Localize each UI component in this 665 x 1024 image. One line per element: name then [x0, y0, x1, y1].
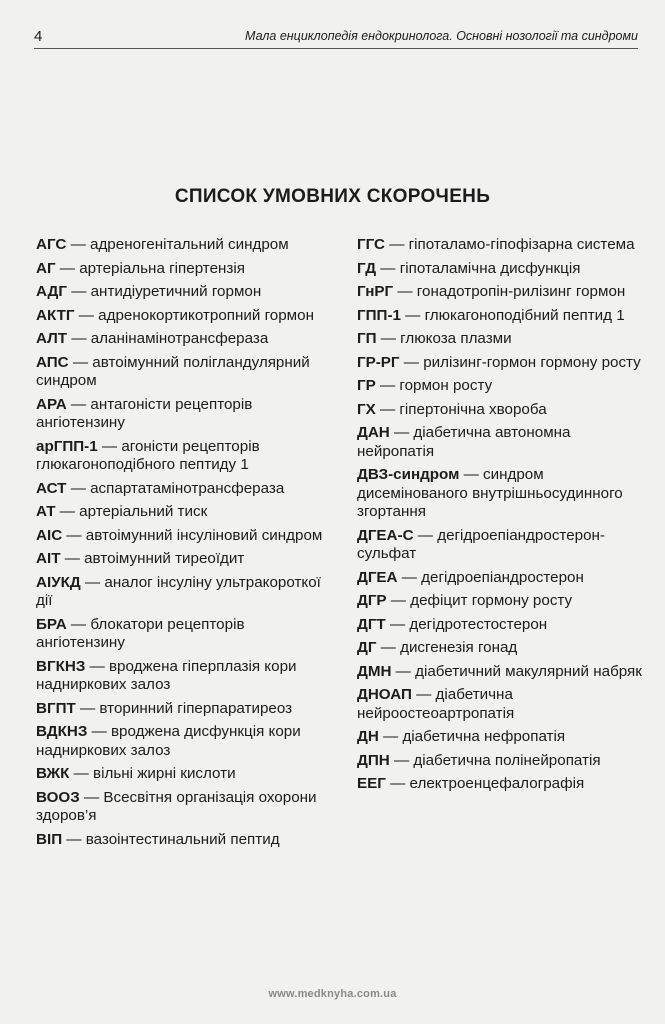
abbreviation-definition: дегідроепіандростерон	[421, 568, 584, 586]
abbreviation-term: ДГ	[357, 639, 377, 656]
abbreviation-definition: аспартатамінотрансфераза	[90, 479, 285, 497]
abbreviation-definition: електроенцефалографія	[409, 775, 585, 792]
abbreviation-dash: —	[400, 306, 425, 324]
abbreviation-entry	[36, 283, 336, 302]
abbreviation-definition: діабетична полінейропатія	[413, 751, 601, 769]
abbreviation-definition: діабетичний макулярний набряк	[415, 662, 642, 680]
abbreviation-entry	[36, 330, 336, 349]
abbreviation-dash: —	[376, 259, 400, 277]
abbreviation-dash: —	[397, 568, 422, 586]
abbreviation-term: ЕЕГ	[357, 775, 386, 792]
abbreviation-dash: —	[385, 615, 410, 633]
abbreviation-dash: —	[55, 503, 80, 520]
abbreviation-dash: —	[85, 657, 109, 675]
abbreviation-dash: —	[66, 479, 91, 497]
abbreviation-term: ДГЕА-С	[357, 526, 414, 544]
abbreviation-dash: —	[391, 662, 416, 680]
abbreviation-entry	[357, 377, 642, 396]
abbreviation-definition: антагоністи рецепторів ангіотензину	[36, 395, 253, 431]
abbreviation-term: АІС	[36, 526, 63, 544]
abbreviation-entry	[357, 728, 642, 747]
abbreviation-entry	[357, 663, 642, 682]
abbreviation-definition: вроджена гіперплазія кори надниркових залоз	[36, 657, 297, 693]
abbreviation-dash: —	[389, 424, 414, 441]
abbreviation-term: ГП	[357, 330, 377, 347]
abbreviation-dash: —	[62, 830, 86, 848]
abbreviation-term: ВООЗ	[36, 788, 80, 806]
abbreviation-definition: гіпертонічна хвороба	[399, 400, 547, 418]
abbreviation-entry	[357, 569, 642, 588]
abbreviation-entry	[36, 236, 336, 255]
abbreviation-definition: діабетична нейроостеоартропатія	[357, 686, 515, 722]
abbreviation-term: ДН	[357, 728, 379, 745]
abbreviation-dash: —	[376, 639, 401, 656]
abbreviation-entry	[36, 765, 336, 784]
abbreviation-definition: діабетична нефропатія	[402, 728, 566, 745]
abbreviation-dash: —	[66, 395, 91, 413]
abbreviation-dash: —	[67, 330, 91, 347]
abbreviation-dash: —	[389, 751, 414, 769]
abbreviation-entry	[36, 260, 336, 279]
abbreviation-term: ДВЗ-синдром	[357, 466, 460, 483]
abbreviation-term: АГС	[36, 236, 67, 253]
abbreviation-entry	[36, 480, 336, 499]
abbreviation-definition: гонадотропін-рилізинг гормон	[416, 283, 626, 300]
footer-url: www.medknyha.com.ua	[268, 988, 397, 1000]
abbreviation-entry	[36, 616, 336, 653]
abbreviation-entry	[36, 503, 336, 522]
abbreviation-definition: дефіцит гормону росту	[410, 592, 573, 609]
abbreviation-entry	[357, 283, 642, 302]
abbreviation-entry	[357, 307, 642, 326]
abbreviation-definition: дисгенезія гонад	[400, 639, 518, 656]
page-header	[34, 28, 638, 49]
abbreviation-definition: Всесвітня організація охорони здоров’я	[36, 788, 317, 824]
abbreviation-dash: —	[399, 353, 424, 371]
abbreviation-entry	[357, 752, 642, 771]
abbreviation-term: ДПН	[357, 751, 390, 769]
abbreviation-term: ГР-РГ	[357, 353, 400, 371]
abbreviation-term: ВІП	[36, 830, 63, 848]
abbreviation-definition: дегідроепіандростерон-сульфат	[357, 526, 605, 562]
abbreviation-list-right	[357, 236, 642, 799]
abbreviation-definition: синдром дисемінованого внутрішньосудинного згортання	[357, 466, 623, 520]
abbreviation-definition: аланінамінотрансфераза	[90, 330, 269, 347]
abbreviation-definition: вроджена дисфункція кори надниркових залоз	[36, 723, 301, 759]
abbreviation-entry	[36, 723, 336, 760]
abbreviation-definition: вільні жирні кислоти	[93, 765, 236, 782]
abbreviation-definition: автоімунний тиреоїдит	[84, 550, 245, 567]
abbreviation-definition: діабетична автономна нейропатія	[357, 424, 571, 460]
abbreviation-dash: —	[385, 775, 410, 792]
abbreviation-term: ДАН	[357, 424, 390, 441]
abbreviation-definition: рилізинг-гормон гормону росту	[423, 353, 641, 371]
abbreviation-definition: адреногенітальний синдром	[90, 236, 289, 253]
abbreviation-dash: —	[459, 466, 483, 483]
abbreviation-entry	[357, 592, 642, 611]
abbreviation-term: ГД	[357, 259, 377, 277]
abbreviation-term: ГПП-1	[357, 306, 401, 324]
abbreviation-dash: —	[75, 699, 100, 717]
abbreviation-definition: аналог інсуліну ультракороткої дії	[36, 573, 321, 609]
abbreviation-definition: глюкоза плазми	[400, 330, 512, 347]
abbreviation-dash: —	[79, 788, 104, 806]
abbreviation-entry	[36, 700, 336, 719]
abbreviation-dash: —	[385, 236, 409, 253]
abbreviation-term: ВГПТ	[36, 699, 76, 717]
abbreviation-term: ВГКНЗ	[36, 657, 86, 675]
abbreviation-dash: —	[393, 283, 417, 300]
abbreviation-term: АІТ	[36, 550, 61, 567]
abbreviation-list-left	[36, 236, 336, 854]
abbreviation-term: ДГЕА	[357, 568, 398, 586]
abbreviation-definition: вторинний гіперпаратиреоз	[99, 699, 293, 717]
abbreviation-entry	[357, 330, 642, 349]
abbreviation-entry	[357, 616, 642, 635]
abbreviation-dash: —	[411, 686, 436, 703]
abbreviation-entry	[36, 527, 336, 546]
abbreviation-definition: адренокортикотропний гормон	[98, 306, 314, 324]
abbreviation-term: ВДКНЗ	[36, 723, 88, 740]
abbreviation-entry	[357, 639, 642, 658]
abbreviation-dash: —	[66, 615, 91, 633]
abbreviation-definition: агоністи рецепторів глюкагоноподібного пептиду 1	[36, 437, 260, 473]
abbreviation-entry	[357, 260, 642, 279]
abbreviation-dash: —	[375, 400, 400, 418]
abbreviation-entry	[357, 775, 642, 794]
abbreviation-definition: гіпоталамо-гіпофізарна система	[408, 236, 635, 253]
abbreviation-term: арГПП-1	[36, 437, 98, 455]
abbreviation-dash: —	[69, 765, 94, 782]
abbreviation-dash: —	[55, 259, 80, 277]
abbreviation-entry	[36, 658, 336, 695]
abbreviation-term: ДНОАП	[357, 686, 412, 703]
abbreviation-term: БРА	[36, 615, 67, 633]
abbreviation-term: ДГР	[357, 592, 387, 609]
abbreviation-term: АРА	[36, 395, 67, 413]
abbreviation-dash: —	[97, 437, 122, 455]
abbreviation-entry	[36, 307, 336, 326]
abbreviation-dash: —	[74, 306, 99, 324]
abbreviation-term: АПС	[36, 353, 69, 371]
abbreviation-term: ДГТ	[357, 615, 386, 633]
abbreviation-entry	[36, 789, 336, 826]
abbreviation-term: АЛТ	[36, 330, 68, 347]
abbreviation-dash: —	[66, 283, 91, 300]
section-title: СПИСОК УМОВНИХ СКОРОЧЕНЬ	[174, 186, 491, 207]
abbreviation-term: ВЖК	[36, 765, 70, 782]
abbreviation-definition: гіпоталамічна дисфункція	[399, 259, 581, 277]
abbreviation-dash: —	[376, 330, 401, 347]
abbreviation-dash: —	[66, 236, 90, 253]
abbreviation-definition: гормон росту	[399, 377, 493, 394]
abbreviation-entry	[36, 438, 336, 475]
abbreviation-term: АДГ	[36, 283, 67, 300]
abbreviation-definition: артеріальний тиск	[79, 503, 208, 520]
abbreviation-entry	[36, 550, 336, 569]
abbreviation-entry	[357, 466, 642, 522]
abbreviation-entry	[357, 424, 642, 461]
abbreviation-entry	[357, 686, 642, 723]
abbreviation-definition: автоімунний інсуліновий синдром	[85, 526, 323, 544]
abbreviation-term: ГХ	[357, 400, 376, 418]
abbreviation-term: АГ	[36, 259, 56, 277]
abbreviation-definition: вазоінтестинальний пептид	[85, 830, 280, 848]
abbreviation-definition: дегідротестостерон	[409, 615, 548, 633]
abbreviation-term: ГР	[357, 377, 376, 394]
abbreviation-dash: —	[87, 723, 111, 740]
abbreviation-term: ГГС	[357, 236, 385, 253]
abbreviation-term: АІУКД	[36, 573, 81, 591]
abbreviation-definition: блокатори рецепторів ангіотензину	[36, 615, 245, 651]
abbreviation-term: АТ	[36, 503, 56, 520]
running-title: Мала енциклопедія ендокринолога. Основні нозології та синдроми	[245, 29, 638, 43]
abbreviation-term: АКТГ	[36, 306, 75, 324]
abbreviation-entry	[36, 396, 336, 433]
abbreviation-dash: —	[375, 377, 400, 394]
abbreviation-definition: глюкагоноподібний пептид 1	[424, 306, 625, 324]
abbreviation-entry	[36, 354, 336, 391]
abbreviation-dash: —	[60, 550, 85, 567]
abbreviation-definition: антидіуретичний гормон	[90, 283, 262, 300]
abbreviation-term: ДМН	[357, 662, 392, 680]
abbreviation-dash: —	[68, 353, 93, 371]
abbreviation-dash: —	[378, 728, 403, 745]
abbreviation-dash: —	[386, 592, 411, 609]
abbreviation-term: АСТ	[36, 479, 67, 497]
abbreviation-entry	[357, 354, 642, 373]
abbreviation-dash: —	[80, 573, 105, 591]
abbreviation-dash: —	[413, 526, 438, 544]
abbreviation-definition: автоімунний полігландулярний синдром	[36, 353, 310, 389]
abbreviation-entry	[357, 401, 642, 420]
abbreviation-dash: —	[62, 526, 86, 544]
page-number: 4	[34, 28, 43, 45]
abbreviation-term: ГнРГ	[357, 283, 394, 300]
abbreviation-definition: артеріальна гіпертензія	[79, 259, 245, 277]
abbreviation-entry	[357, 236, 642, 255]
abbreviation-entry	[36, 831, 336, 850]
abbreviation-entry	[357, 527, 642, 564]
abbreviation-entry	[36, 574, 336, 611]
